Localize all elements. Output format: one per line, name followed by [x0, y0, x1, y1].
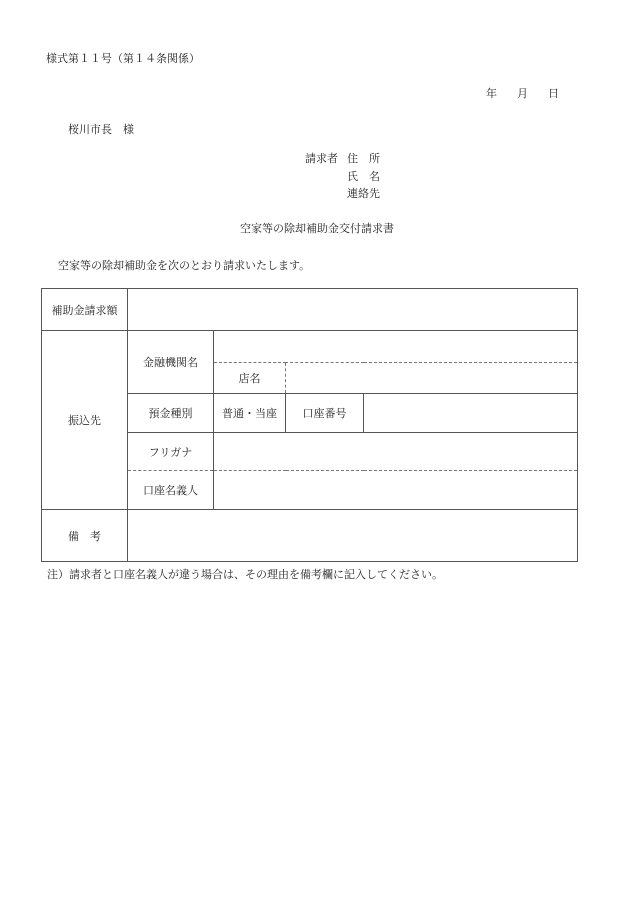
- footer-note: 注）請求者と口座名義人が違う場合は、その理由を備考欄に記入してください。: [47, 568, 443, 581]
- remarks-label: 備 考: [42, 510, 128, 562]
- branch-label: 店名: [214, 363, 286, 394]
- document-title: 空家等の除却補助金交付請求書: [240, 222, 394, 235]
- addressee: 桜川市長 様: [68, 123, 134, 136]
- claimant-role-label: 請求者: [305, 152, 338, 165]
- claimant-address-label: 住 所: [347, 152, 380, 165]
- date-month-label: 月: [517, 87, 528, 100]
- account-number-field[interactable]: [364, 394, 578, 433]
- deposit-type-label: 預金種別: [128, 394, 214, 433]
- date-line: [486, 85, 559, 101]
- amount-field[interactable]: [128, 289, 578, 331]
- claimant-name-label: 氏 名: [347, 169, 380, 183]
- date-day-label: 日: [548, 87, 559, 100]
- remarks-field[interactable]: [128, 510, 578, 562]
- claimant-contact-label: 連絡先: [347, 187, 380, 200]
- deposit-type-value[interactable]: 普通・当座: [214, 394, 286, 433]
- account-number-label: 口座番号: [286, 394, 364, 433]
- claim-form-table: [41, 288, 578, 562]
- furigana-label: フリガナ: [128, 433, 214, 471]
- account-holder-label: 口座名義人: [128, 471, 214, 510]
- bank-name-label: 金融機関名: [128, 331, 214, 394]
- claimant-block: [305, 150, 380, 203]
- date-year-label: 年: [486, 87, 497, 100]
- amount-label: 補助金請求額: [42, 289, 128, 331]
- bank-name-field[interactable]: [214, 331, 578, 363]
- furigana-field[interactable]: [214, 433, 578, 471]
- branch-field[interactable]: [286, 363, 578, 394]
- transfer-label: 振込先: [42, 331, 128, 510]
- intro-text: 空家等の除却補助金を次のとおり請求いたします。: [58, 259, 311, 272]
- form-number: 様式第１１号（第１４条関係）: [46, 52, 200, 65]
- account-holder-field[interactable]: [214, 471, 578, 510]
